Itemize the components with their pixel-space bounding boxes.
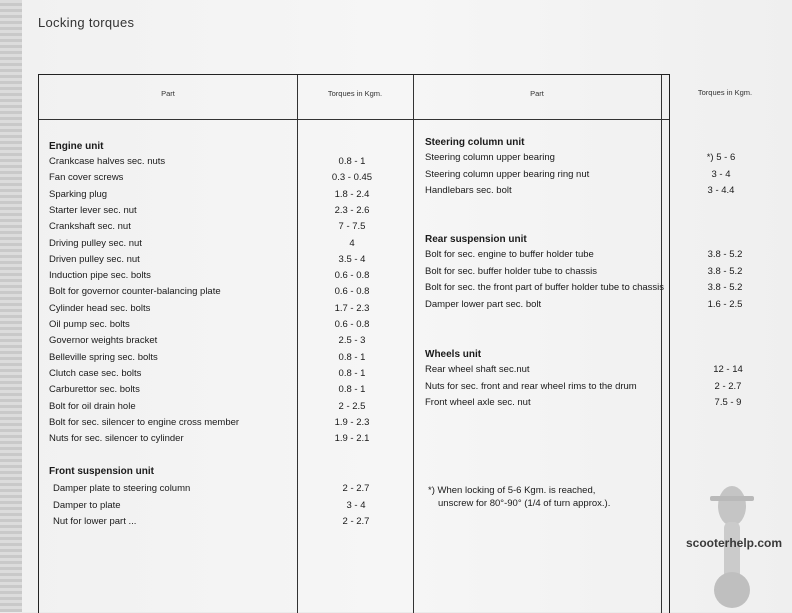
engine-row-part: Nuts for sec. silencer to cylinder (49, 433, 184, 445)
engine-row-torque: 0.6 - 0.8 (334, 319, 370, 330)
section-heading-rear-suspension: Rear suspension unit (425, 234, 527, 245)
wheels-row-part: Rear wheel shaft sec.nut (425, 364, 530, 375)
watermark: scooterhelp.com (686, 536, 783, 550)
rear-suspension-row-torque: 3.8 - 5.2 (707, 265, 743, 277)
engine-row-torque: 7 - 7.5 (338, 221, 366, 233)
wheels-row-torque: 2 - 2.7 (714, 380, 742, 392)
rear-suspension-row-part: Bolt for sec. engine to buffer holder tube (425, 249, 594, 260)
engine-row-part: Crankshaft sec. nut (49, 221, 131, 233)
binding-edge (0, 0, 22, 612)
engine-row-torque: 1.9 - 2.1 (334, 433, 370, 445)
header-part-left: Part (161, 89, 175, 98)
engine-row-torque: 0.8 - 1 (338, 351, 366, 363)
engine-row-torque: 2.3 - 2.6 (334, 204, 370, 216)
engine-row-part: Driving pulley sec. nut (49, 237, 142, 249)
engine-row-torque: 2.5 - 3 (338, 335, 366, 347)
rear-suspension-row-part: Bolt for sec. buffer holder tube to chassis (425, 265, 597, 277)
wheels-row-part: Nuts for sec. front and rear wheel rims to the drum (425, 380, 637, 392)
section-heading-steering: Steering column unit (425, 137, 525, 148)
engine-row-part: Bolt for oil drain hole (49, 400, 136, 412)
engine-row-part: Carburettor sec. bolts (49, 384, 140, 396)
engine-row-part: Bolt for governor counter-balancing plate (49, 286, 221, 298)
engine-row-part: Clutch case sec. bolts (49, 367, 142, 379)
engine-row-torque: 0.6 - 0.8 (334, 270, 370, 282)
engine-row-torque: 0.3 - 0.45 (331, 172, 373, 184)
engine-row-torque: 1.9 - 2.3 (334, 416, 370, 428)
engine-row-part: Cylinder head sec. bolts (49, 302, 151, 314)
section-heading-engine: Engine unit (49, 141, 104, 152)
engine-row-part: Driven pulley sec. nut (49, 253, 140, 265)
engine-row-torque: 2 - 2.5 (338, 400, 366, 412)
footnote-line-1: *) When locking of 5-6 Kgm. is reached, (428, 485, 596, 496)
wheels-row-part: Front wheel axle sec. nut (425, 397, 531, 408)
header-torque-right: Torques in Kgm. (697, 88, 753, 97)
steering-row-part: Steering column upper bearing ring nut (425, 168, 590, 180)
header-divider (39, 119, 669, 120)
engine-row-part: Belleville spring sec. bolts (49, 351, 158, 363)
steering-row-torque: 3 - 4 (711, 168, 731, 180)
engine-row-torque: 0.8 - 1 (338, 384, 366, 396)
engine-row-torque: 3.5 - 4 (338, 253, 366, 265)
header-torque-left: Torques in Kgm. (327, 89, 383, 98)
column-divider (661, 75, 662, 613)
front-suspension-row-part: Damper plate to steering column (53, 483, 191, 494)
front-suspension-row-torque: 2 - 2.7 (342, 516, 370, 527)
steering-row-part: Handlebars sec. bolt (425, 185, 512, 196)
section-heading-wheels: Wheels unit (425, 349, 482, 360)
steering-row-torque: 3 - 4.4 (707, 185, 735, 196)
wheels-row-torque: 12 - 14 (713, 364, 743, 375)
front-suspension-row-torque: 3 - 4 (346, 499, 366, 511)
wheels-row-torque: 7.5 - 9 (714, 397, 742, 408)
column-divider (413, 75, 414, 613)
steering-row-part: Steering column upper bearing (425, 152, 555, 163)
section-heading-front-suspension: Front suspension unit (49, 466, 154, 477)
front-suspension-row-part: Damper to plate (53, 499, 121, 511)
footnote-line-2: unscrew for 80°-90° (1/4 of turn approx.). (438, 498, 611, 509)
column-divider (297, 75, 298, 613)
engine-row-torque: 0.6 - 0.8 (334, 286, 370, 298)
rear-suspension-row-torque: 3.8 - 5.2 (707, 249, 743, 260)
header-part-right: Part (530, 89, 544, 98)
rear-suspension-row-part: Damper lower part sec. bolt (425, 298, 542, 310)
page-title: Locking torques (38, 15, 135, 30)
engine-row-part: Starter lever sec. nut (49, 204, 137, 216)
engine-row-part: Oil pump sec. bolts (49, 319, 130, 330)
steering-row-torque: *) 5 - 6 (706, 152, 736, 163)
front-suspension-row-torque: 2 - 2.7 (342, 483, 370, 494)
engine-row-torque: 1.8 - 2.4 (334, 188, 370, 200)
engine-row-part: Governor weights bracket (49, 335, 158, 347)
engine-row-part: Fan cover screws (49, 172, 124, 184)
engine-row-torque: 1.7 - 2.3 (334, 302, 370, 314)
engine-row-torque: 0.8 - 1 (338, 156, 366, 167)
engine-row-part: Induction pipe sec. bolts (49, 270, 151, 282)
front-suspension-row-part: Nut for lower part ... (53, 516, 137, 527)
engine-row-torque: 0.8 - 1 (338, 367, 366, 379)
engine-row-part: Crankcase halves sec. nuts (49, 156, 166, 167)
engine-row-torque: 4 (349, 237, 355, 249)
rear-suspension-row-torque: 3.8 - 5.2 (707, 282, 743, 293)
engine-row-part: Sparking plug (49, 188, 108, 200)
engine-row-part: Bolt for sec. silencer to engine cross member (49, 416, 240, 428)
rear-suspension-row-part: Bolt for sec. the front part of buffer holder tube to chassis (425, 282, 665, 293)
rear-suspension-row-torque: 1.6 - 2.5 (707, 298, 743, 310)
